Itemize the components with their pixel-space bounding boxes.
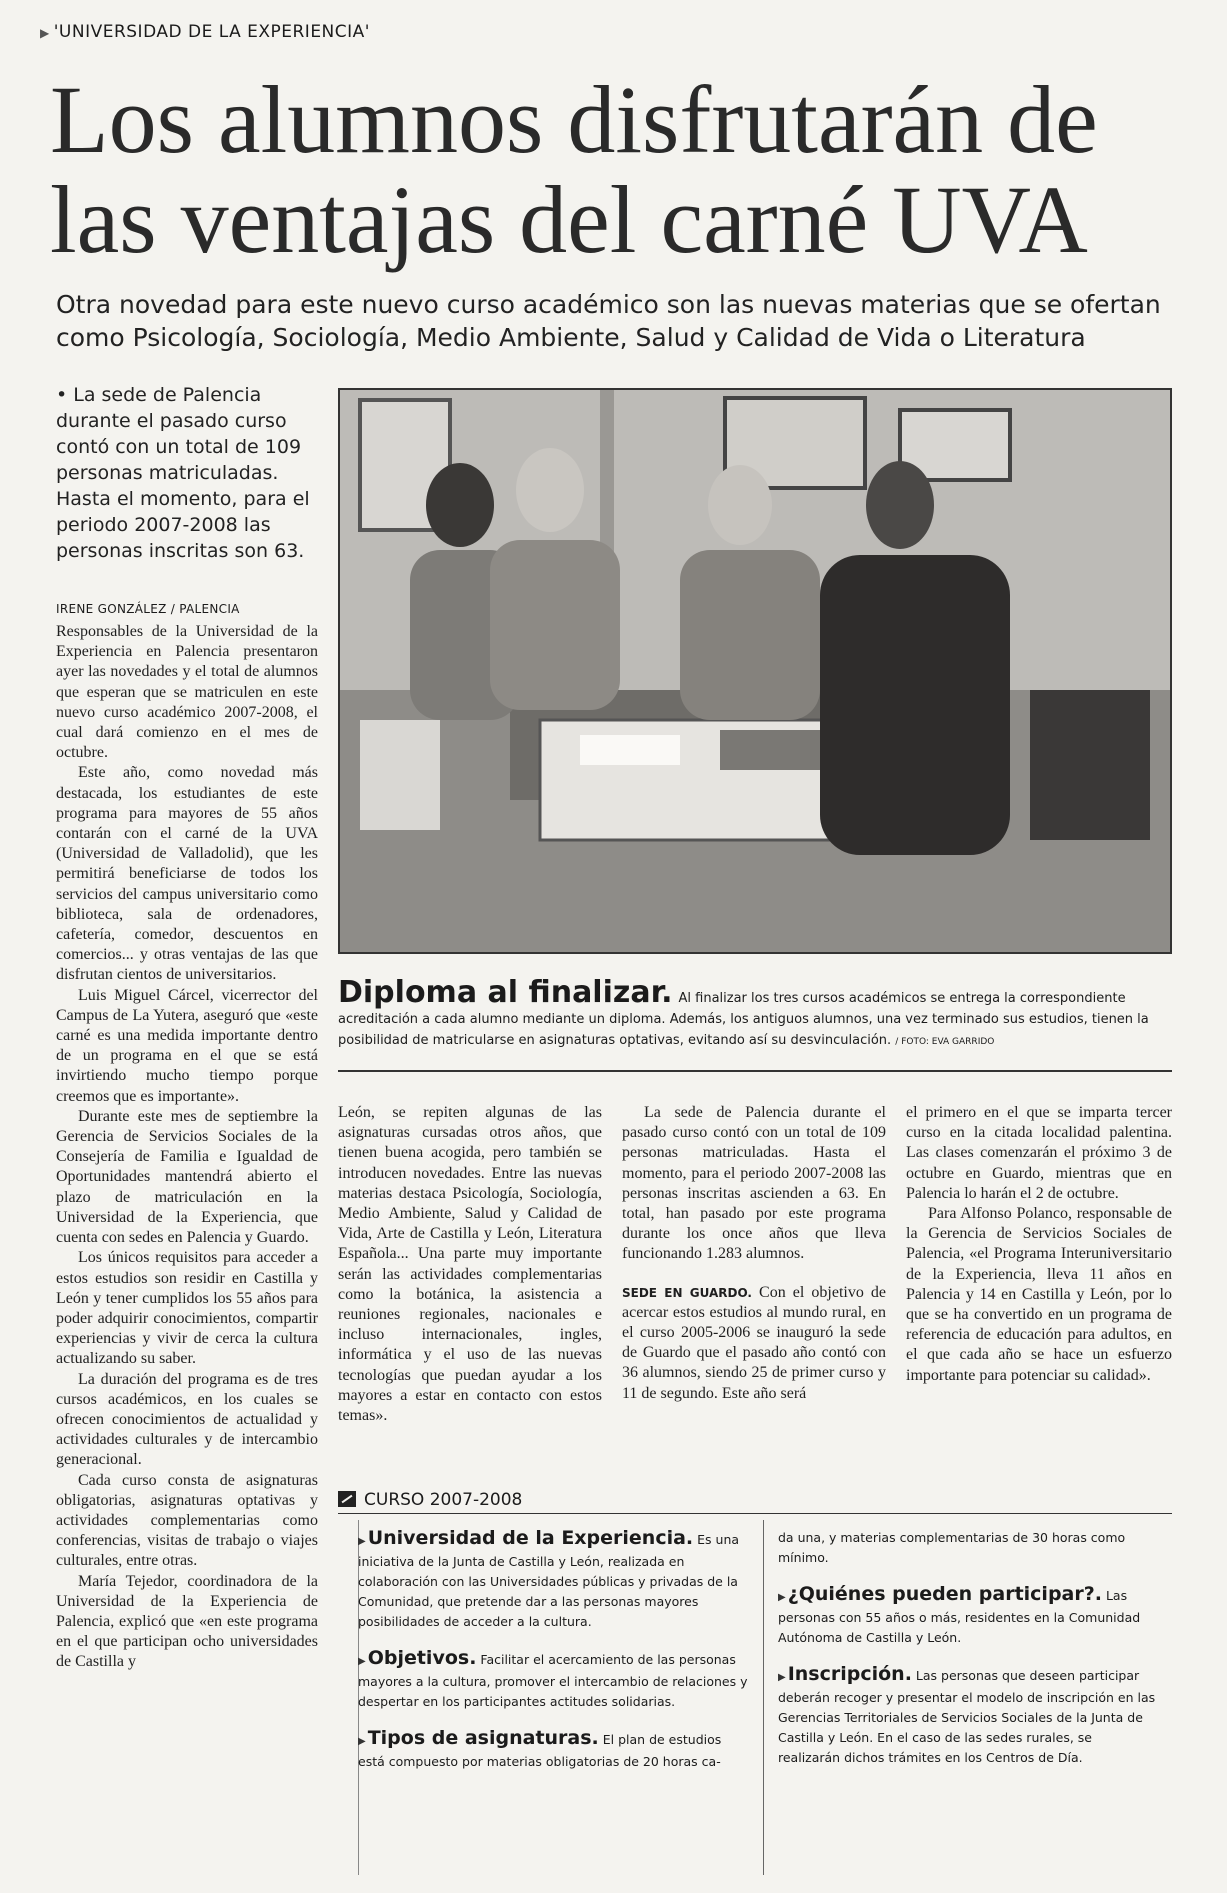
paragraph: La sede de Palencia durante el pasado curso contó con un total de 109 personas matriculadas. Hasta el momento, para el periodo 2007-2008 las personas inscritas ascienden a 63. En total, han pasado por este programa durante los once años que lleva funcionando 1.283 alumnos. <box>622 1104 886 1263</box>
body-column-1 <box>56 622 318 1673</box>
paragraph: La duración del programa es de tres cursos académicos, en los cuales se ofrecen conocimientos de actualidad y actividades culturales y de intercambio generacional. <box>56 1370 318 1469</box>
triangle-icon: ▶ <box>358 1656 366 1667</box>
infobox-item <box>358 1528 748 1632</box>
paragraph: Responsables de la Universidad de la Experiencia en Palencia presentaron ayer las novedades y el total de alumnos que esperan que se matriculen en este nuevo curso académico 2007-2008, el cual dará comienzo en el mes de octubre. <box>56 623 318 762</box>
infobox-continuation: da una, y materias complementarias de 30 horas como mínimo. <box>778 1530 1126 1565</box>
infobox-item <box>778 1664 1158 1768</box>
section-label-text: 'UNIVERSIDAD DE LA EXPERIENCIA' <box>53 22 370 42</box>
runin-text: Con el objetivo de acercar estos estudios al mundo rural, en el curso 2005-2006 se inauguró la sede de Guardo que el pasado año contó con 36 alumnos, siendo 25 de primer curso y 11 de segundo. Este año será <box>622 1283 886 1402</box>
infobox-item-title: ¿Quiénes pueden participar?. <box>787 1583 1102 1605</box>
infobox-item-title: Universidad de la Experiencia. <box>367 1527 694 1549</box>
infobox-item-text: El plan de estudios está compuesto por materias obligatorias de 20 horas ca- <box>358 1732 722 1769</box>
infobox-item-text: Las personas con 55 años o más, residentes en la Comunidad Autónoma de Castilla y León. <box>778 1588 1141 1645</box>
triangle-icon: ▶ <box>778 1672 786 1683</box>
byline: IRENE GONZÁLEZ / PALENCIA <box>56 602 240 616</box>
infobox-item-title: Tipos de asignaturas. <box>367 1727 599 1749</box>
infobox-item <box>358 1728 748 1772</box>
triangle-icon: ▶ <box>358 1736 366 1747</box>
paragraph: León, se repiten algunas de las asignaturas cursadas otros años, que tienen buena acogida, pero también se introducen novedades. Entre las nuevas materias destaca Psicología, Sociología, Medio Ambiente, Salud y Calidad de Vida, Arte de Castilla y León, Literatura Española... Una parte muy importante serán las actividades complementarias como la botánica, la asistencia a reuniones regionales, nacionales e incluso internacionales, ingles, informática y el uso de las nuevas tecnologías que puedan ayudar a los mayores a estar en contacto con estos temas». <box>338 1104 602 1425</box>
caption-divider <box>338 1070 1172 1072</box>
caption-title: Diploma al finalizar. <box>338 975 673 1010</box>
infobox-heading <box>338 1490 1172 1510</box>
subsection-runin: SEDE EN GUARDO. <box>622 1285 752 1300</box>
paragraph: María Tejedor, coordinadora de la Universidad de la Experiencia de Palencia, explicó que «en este programa en el que participan ocho universidades de Castilla y <box>56 1572 318 1671</box>
pull-quote: • La sede de Palencia durante el pasado curso contó con un total de 109 personas matriculadas. Hasta el momento, para el periodo 2007-2008 las personas inscritas son 63. <box>56 384 310 562</box>
paragraph: Este año, como novedad más destacada, los estudiantes de este programa para mayores de 55 años contarán con el carné de la UVA (Universidad de Valladolid), que les permitirá beneficiarse de todos los servicios del campus universitario como biblioteca, sala de ordenadores, cafetería, comedor, descuentos en comercios... y otras ventajas de las que disfrutan cientos de universitarios. <box>56 764 318 984</box>
infobox-item-text: Las personas que deseen participar deberán recoger y presentar el modelo de inscripción en las Gerencias Territoriales de Servicios Sociales de la Junta de Castilla y León. En el caso de las sedes rurales, se realizarán dichos trámites en los Centros de Día. <box>778 1668 1156 1765</box>
infobox-item <box>358 1648 748 1712</box>
infobox-column-1 <box>358 1528 748 1788</box>
paragraph: Los únicos requisitos para acceder a estos estudios son residir en Castilla y León y tener cumplidos los 55 años para poder adquirir conocimientos, compartir experiencias y vivir de cerca la cultura actualizando su saber. <box>56 1249 318 1368</box>
paragraph: Durante este mes de septiembre la Gerencia de Servicios Sociales de la Consejería de Familia e Igualdad de Oportunidades mantendrá abierto el plazo de matriculación en la Universidad de la Experiencia, que cuenta con sedes en Palencia y Guardo. <box>56 1107 318 1247</box>
trend-icon <box>338 1491 356 1507</box>
section-label <box>40 22 370 42</box>
infobox-item-title: Objetivos. <box>367 1647 477 1669</box>
infobox-rule <box>338 1513 1172 1514</box>
paragraph: Luis Miguel Cárcel, vicerrector del Campus de La Yutera, aseguró que «este carné es una medida importante dentro de un programa en el que se está invirtiendo mucho tiempo porque creemos que es importante». <box>56 986 318 1105</box>
photo-credit: / FOTO: EVA GARRIDO <box>895 1037 995 1047</box>
infobox-column-2 <box>778 1528 1158 1784</box>
paragraph: Cada curso consta de asignaturas obligatorias, asignaturas optativas y actividades complementarias como conferencias, visitas de trabajo o viajes culturales, entre otras. <box>56 1471 318 1570</box>
paragraph: Para Alfonso Polanco, responsable de la Gerencia de Servicios Sociales de Palencia, «el Programa Interuniversitario de la Experiencia, lleva 11 años en Palencia y 14 en Castilla y León, por lo que se ha convertido en un programa de referencia de educación para adultos, en el que cada año se hace un esfuerzo importante para potenciar su calidad». <box>906 1205 1172 1384</box>
infobox-item <box>778 1584 1158 1648</box>
paragraph: el primero en el que se imparta tercer curso en la citada localidad palentina. Las clases comenzarán el próximo 3 de octubre en Guardo, mientras que en Palencia lo harán el 2 de octubre. <box>906 1104 1172 1202</box>
triangle-icon: ▶ <box>778 1592 786 1603</box>
body-column-4 <box>906 1103 1172 1386</box>
infobox-item-text: Es una iniciativa de la Junta de Castilla y León, realizada en colaboración con las Universidades públicas y privadas de la Comunidad, que pretende dar a las personas mayores posibilidades de acceder a la cultura. <box>358 1532 740 1629</box>
triangle-icon: ▶ <box>358 1536 366 1547</box>
infobox-heading-text: CURSO 2007-2008 <box>364 1490 523 1510</box>
infobox-item-text: Facilitar el acercamiento de las personas mayores a la cultura, promover el intercambio de relaciones y despertar en los participantes actitudes solidarias. <box>358 1652 748 1709</box>
infobox-divider <box>763 1520 764 1875</box>
caption-text: Al finalizar los tres cursos académicos se entrega la correspondiente acreditación a cada alumno mediante un diploma. Además, los antiguos alumnos, una vez terminado sus estudios, tienen la posibilidad de matricularse en asignaturas optativas, evitando así su desvinculación. <box>338 991 1149 1048</box>
subheadline: Otra novedad para este nuevo curso académico son las nuevas materias que se ofertan como Psicología, Sociología, Medio Ambiente, Salud y Calidad de Vida o Literatura <box>56 290 1161 352</box>
news-photo <box>338 388 1172 954</box>
arrow-icon: ▶ <box>40 26 50 40</box>
photo-illustration <box>340 390 1170 952</box>
body-column-3 <box>622 1103 886 1404</box>
headline: Los alumnos disfrutarán de las ventajas del carné UVA <box>50 66 1098 273</box>
infobox-item-title: Inscripción. <box>787 1663 912 1685</box>
paragraph <box>622 1283 886 1404</box>
body-column-2 <box>338 1103 602 1426</box>
photo-caption <box>338 975 1172 1053</box>
